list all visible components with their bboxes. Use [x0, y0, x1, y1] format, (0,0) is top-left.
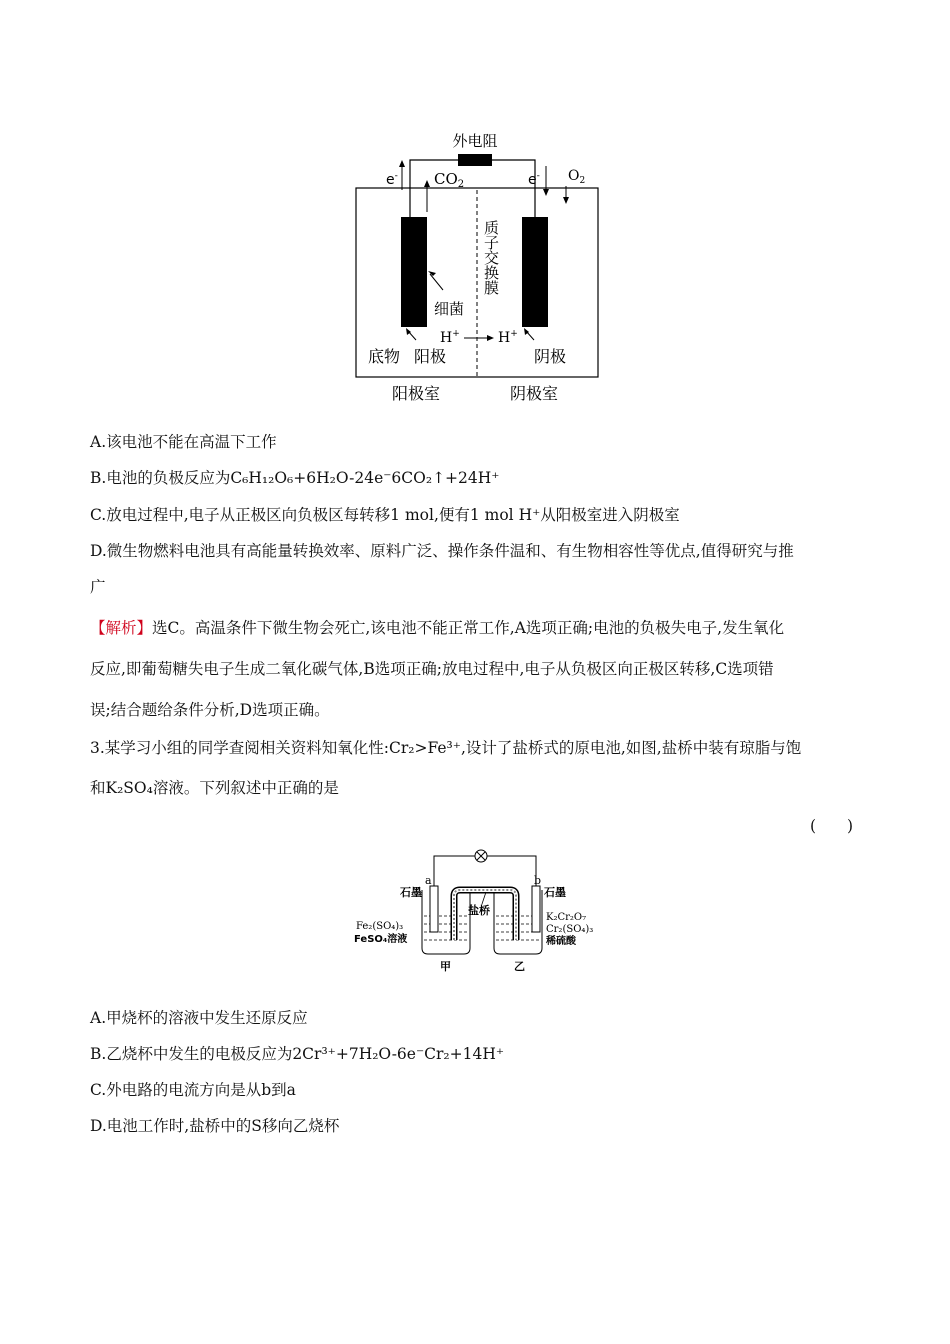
analysis-line3: 误;结合题给条件分析,D选项正确。	[90, 701, 330, 719]
electron-left: e-	[386, 171, 398, 188]
q3-option-b: B.乙烧杯中发生的电极反应为2Cr³⁺+7H₂O-6e⁻Cr₂+14H⁺	[90, 1045, 505, 1063]
analysis-line2: 反应,即葡萄糖失电子生成二氧化碳气体,B选项正确;放电过程中,电子从负极区向正极区转移,C选项错	[90, 660, 774, 678]
resistor-label: 外电阻	[452, 132, 498, 150]
answer-paren: ( )	[810, 817, 854, 835]
beaker-left-label: 甲	[440, 960, 451, 973]
q2-option-a: A.该电池不能在高温下工作	[90, 433, 277, 451]
electron-right: e-	[528, 171, 540, 188]
right-solution-3: 稀硫酸	[546, 936, 576, 947]
label-b: b	[534, 874, 542, 887]
q3-stem-line1: 3.某学习小组的同学查阅相关资料知氧化性:Cr₂>Fe³⁺,设计了盐桥式的原电池,如图,盐桥中装有琼脂与饱	[90, 739, 802, 757]
bacteria-label: 细菌	[434, 300, 465, 318]
right-solution-1: K₂Cr₂O₇	[546, 912, 587, 923]
cathode-label: 阴极	[534, 347, 567, 366]
o2-label: $O_2$	[568, 168, 586, 186]
h-ion-right: H+	[498, 329, 518, 346]
membrane-label: 质子交换膜	[482, 220, 500, 295]
electrode-b	[532, 886, 540, 932]
substrate-label: 底物	[368, 347, 401, 366]
q2-option-d-line2: 广	[90, 578, 106, 596]
salt-bridge-cell-diagram	[350, 848, 610, 974]
salt-bridge-label: 盐桥	[468, 904, 490, 917]
bacteria-pointer	[430, 274, 443, 290]
left-solution-2: FeSO₄溶液	[354, 934, 408, 945]
electrode-a	[430, 886, 438, 932]
right-solution-2: Cr₂(SO₄)₃	[546, 924, 594, 935]
q2-option-c: C.放电过程中,电子从正极区向负极区每转移1 mol,便有1 mol H⁺从阳极室进入阴极室	[90, 506, 680, 524]
label-a: a	[425, 874, 432, 887]
q3-option-a: A.甲烧杯的溶液中发生还原反应	[90, 1009, 308, 1027]
beaker-right-label: 乙	[514, 960, 525, 973]
q3-stem-line2: 和K₂SO₄溶液。下列叙述中正确的是	[90, 779, 339, 797]
q3-option-c: C.外电路的电流方向是从b到a	[90, 1081, 296, 1099]
graphite-left: 石墨	[400, 886, 422, 899]
analysis-line1: 【解析】选C。高温条件下微生物会死亡,该电池不能正常工作,A选项正确;电池的负极失电子,发生氧化	[90, 619, 785, 637]
q3-option-d: D.电池工作时,盐桥中的S移向乙烧杯	[90, 1117, 340, 1135]
resistor-icon	[458, 154, 492, 166]
co2-label: $CO_2$	[434, 170, 465, 190]
beaker-left	[422, 890, 470, 954]
external-circuit-wire	[410, 160, 535, 218]
fuel-cell-diagram	[350, 128, 610, 406]
q2-option-b: B.电池的负极反应为C₆H₁₂O₆+6H₂O-24e⁻6CO₂↑+24H⁺	[90, 469, 500, 487]
anode-chamber-label: 阳极室	[392, 384, 441, 403]
cathode-chamber-label: 阴极室	[510, 384, 559, 403]
graphite-right: 石墨	[544, 886, 566, 899]
h-ion-left: H+	[440, 329, 460, 346]
cathode-electrode	[522, 217, 548, 327]
q2-option-d-line1: D.微生物燃料电池具有高能量转换效率、原料广泛、操作条件温和、有生物相容性等优点,值得研究与推	[90, 542, 794, 560]
left-solution-1: Fe₂(SO₄)₃	[356, 921, 404, 932]
analysis-tag: 【解析】	[90, 619, 153, 637]
anode-label: 阳极	[414, 347, 447, 366]
anode-electrode	[401, 217, 427, 327]
